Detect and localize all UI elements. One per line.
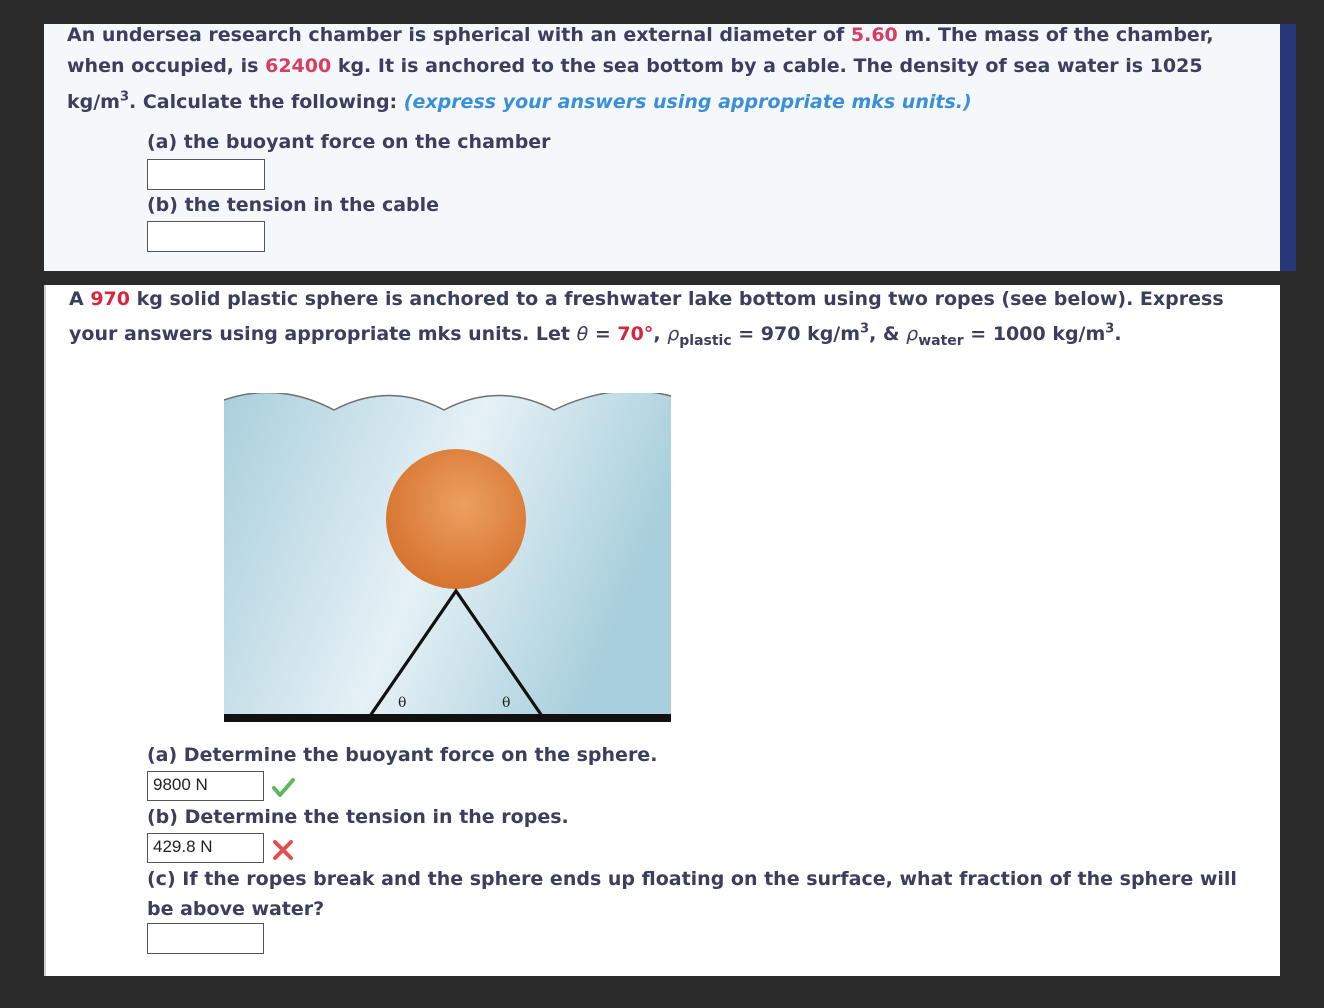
units-hint: (express your answers using appropriate mks units.)	[403, 91, 972, 113]
p1-part-b-input[interactable]	[147, 221, 265, 252]
p2-part-b-input[interactable]: 429.8 N	[147, 833, 264, 863]
problem-1-text-line-1: An undersea research chamber is spherical with an external diameter of 5.60 m. The mass of the chamber,	[67, 24, 1214, 46]
problem-1-text-line-3: $kg/m^3$. Calculate the following: (express your answers using appropriate mks units.)	[67, 89, 972, 113]
sphere-mass-value: 970	[90, 288, 130, 310]
p2-part-b-label: (b) Determine the tension in the ropes.	[147, 806, 569, 828]
problem-2-text-line-2: your answers using appropriate mks units. Let θ = 70°, $\rho_{plastic} = 970$ $kg/m^3$, & $\rho_{water} = 1000$ $kg/m^3$.	[69, 321, 1122, 349]
lake-bottom	[224, 714, 671, 722]
plastic-sphere	[386, 449, 526, 589]
p2-part-a-input[interactable]: 9800 N	[147, 771, 264, 801]
theta-left-label: θ	[398, 695, 407, 711]
p2-part-a-label: (a) Determine the buoyant force on the sphere.	[147, 744, 658, 766]
theta-right-label: θ	[502, 695, 511, 711]
mass-value: 62400	[265, 55, 332, 77]
p1-part-a-label: (a) the buoyant force on the chamber	[147, 131, 551, 153]
p2-part-c-label-line-2: be above water?	[147, 898, 325, 920]
p1-part-b-label: (b) the tension in the cable	[147, 194, 440, 216]
problem-2-text-line-1: A 970 kg solid plastic sphere is anchored to a freshwater lake bottom using two ropes (see below). Express	[69, 288, 1224, 310]
check-icon	[270, 775, 296, 801]
theta-value: 70°	[617, 323, 654, 345]
diameter-value: 5.60	[850, 24, 898, 46]
p1-part-a-input[interactable]	[147, 159, 265, 190]
problem-1-text-line-2: when occupied, is 62400 kg. It is anchored to the sea bottom by a cable. The density of sea water is 1025	[67, 55, 1203, 77]
p2-part-c-input[interactable]	[147, 923, 264, 954]
x-icon	[270, 837, 296, 863]
sphere-anchored-figure	[224, 393, 672, 725]
p2-part-c-label-line-1: (c) If the ropes break and the sphere ends up floating on the surface, what fraction of the sphere will	[147, 868, 1237, 890]
